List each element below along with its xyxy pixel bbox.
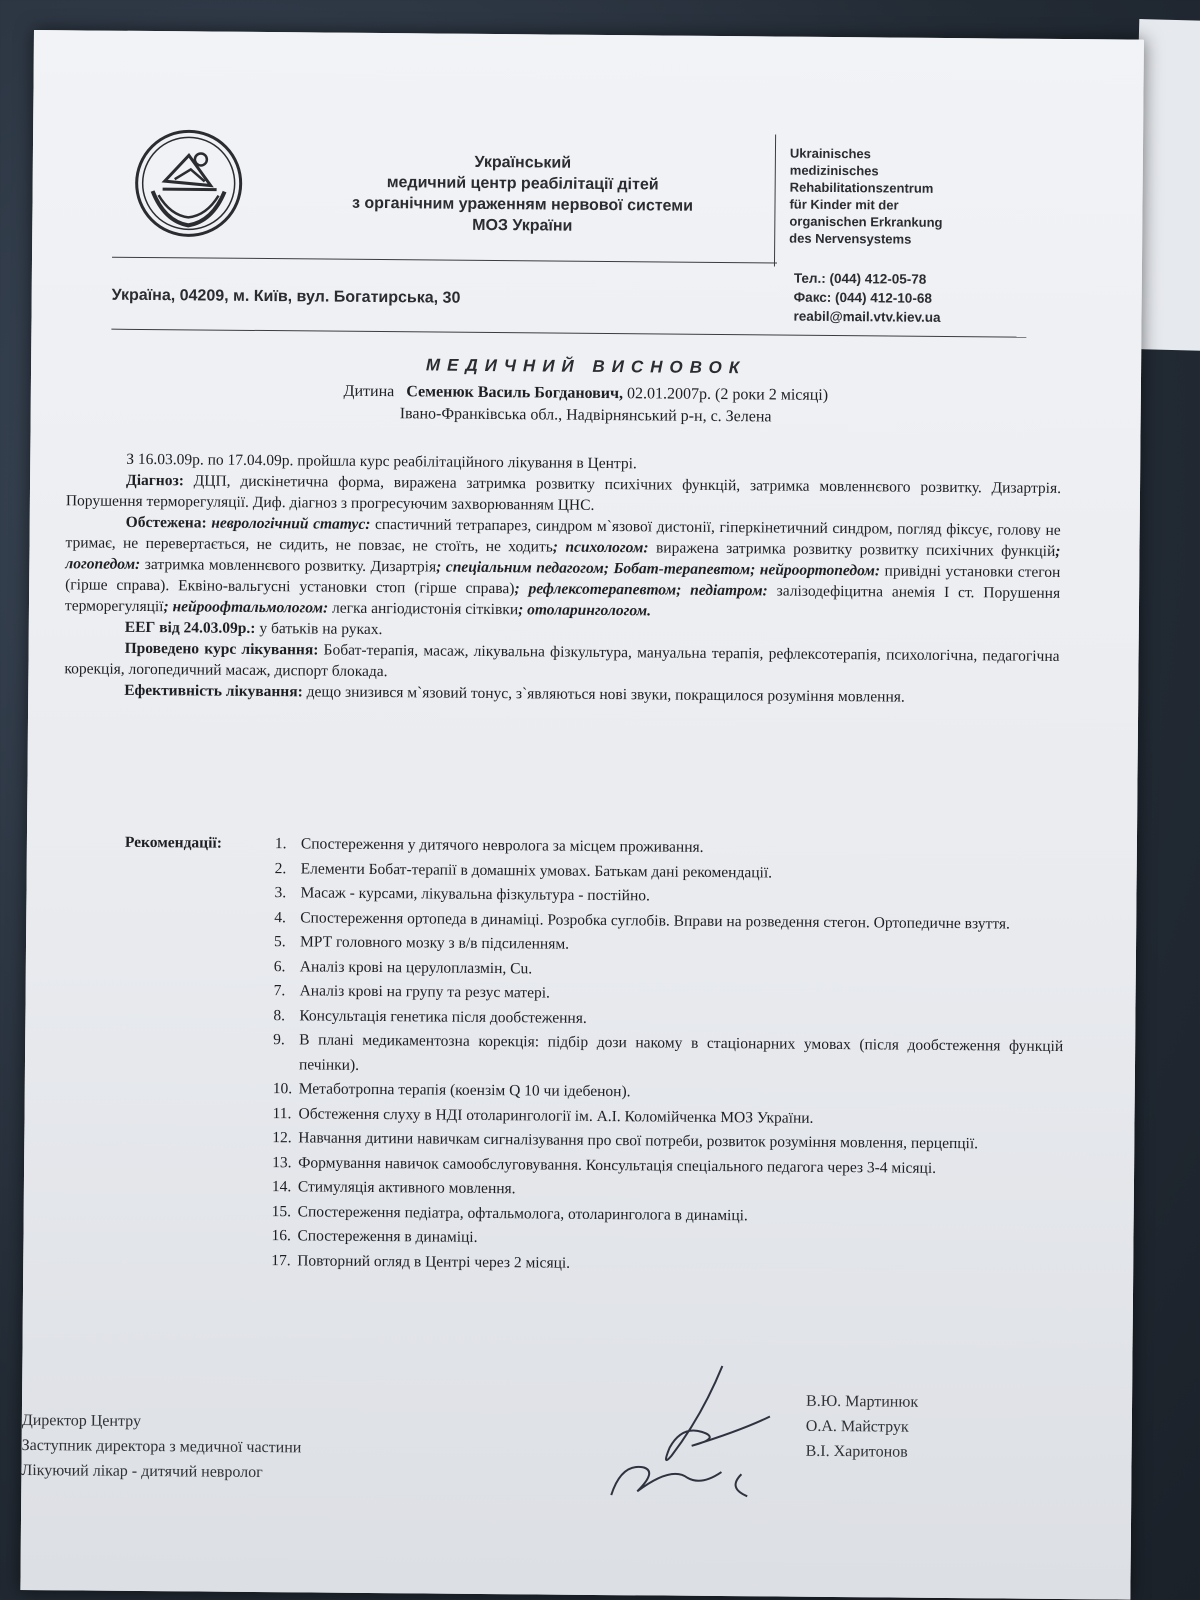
- center-name-german: [789, 145, 1040, 249]
- email-address: reabil@mail.vtv.kiev.ua: [793, 308, 941, 325]
- recommendation-number: 7.: [273, 982, 286, 1000]
- recommendations-label: Рекомендації:: [124, 833, 222, 852]
- exam-psych-text: виражена затримка розвитку розвитку психічних функцій: [648, 539, 1056, 560]
- exam-psych-label: ; психологом:: [552, 538, 649, 557]
- recommendation-text: Аналіз крові на церулоплазмін, Cu.: [299, 957, 533, 977]
- efficacy-label: Ефективність лікування:: [124, 681, 303, 701]
- german-name-line: für Kinder mit der: [789, 196, 899, 213]
- patient-info: [31, 378, 1141, 432]
- handwritten-signature: [551, 1355, 802, 1507]
- recommendation-text: Аналіз крові на групу та резус матері.: [299, 982, 551, 1002]
- recommendation-text: Консультація генетика після дообстеження.: [299, 1006, 587, 1027]
- german-name-line: des Nervensystems: [789, 230, 912, 247]
- recommendation-text: Спостереження педіатра, офтальмолога, отоларинголога в динаміці.: [297, 1202, 748, 1224]
- recommendation-number: 16.: [271, 1227, 291, 1245]
- recommendation-text: Навчання дитини навичкам сигналізування про свої потреби, розвиток розуміння мовлення, перцепції.: [298, 1129, 979, 1153]
- recommendation-text: Спостереження ортопеда в динаміці. Розробка суглобів. Вправи на розведення стегон. Ортопедичне взуття.: [300, 908, 1011, 933]
- recommendations-section: [124, 831, 1065, 1272]
- exam-neuro-text: спастичний тетрапарез, синдром м`язової дистонії, гіперкінетичний синдром, погляд фіксує, голову не тримає, не перевертається, не сидить, не повзає, не стоїть, не ходить: [65, 515, 1061, 556]
- center-name-line: МОЗ України: [472, 216, 573, 235]
- examination-paragraph: [65, 511, 1061, 625]
- center-address: Україна, 04209, м. Київ, вул. Богатирська, 30: [111, 286, 461, 307]
- recommendation-number: 4.: [274, 908, 286, 926]
- recommendation-text: Спостереження у дитячого невролога за місцем проживання.: [300, 835, 704, 856]
- center-name-line: з органічним ураженням нервової системи: [351, 194, 694, 215]
- contact-block: [793, 269, 1033, 328]
- center-name-line: медичний центр реабілітації дітей: [386, 174, 659, 194]
- document-title: МЕДИЧНИЙ ВИСНОВОК: [425, 355, 747, 378]
- exam-ophth-text: легка ангіодистонія сітківки: [328, 599, 519, 619]
- recommendation-number: 15.: [271, 1202, 292, 1220]
- exam-reflex-label: ; рефлексотерапевтом; педіатром:: [514, 580, 768, 600]
- recommendation-number: 11.: [272, 1104, 292, 1122]
- treatment-label: Проведено курс лікування:: [124, 639, 319, 659]
- recommendation-text: Масаж - курсами, лікувальна фізкультура - постійно.: [300, 884, 651, 905]
- recommendation-text: МРТ головного мозку з в/в підсиленням.: [299, 933, 570, 953]
- center-name-block: [272, 150, 773, 238]
- recommendation-number: 2.: [274, 859, 287, 877]
- exam-special-text: привідні установки стегон (гірше справа). Еквіно-вальгусні установки стоп (гірше справа): [65, 562, 1061, 598]
- signatory-roles: [21, 1408, 301, 1485]
- recommendation-item: [273, 1028, 1063, 1084]
- recommendation-number: 8.: [273, 1006, 286, 1024]
- treatment-text: Бобат-терапія, масаж, лікувальна фізкультура, мануальна терапія, рефлексотерапія, психологічна, педагогічна корекція, логопедичний масаж, диспорт блокада.: [64, 641, 1060, 681]
- recommendation-number: 6.: [273, 957, 286, 975]
- medical-document-page: [20, 30, 1144, 1600]
- phone-number: Тел.: (044) 412-05-78: [793, 270, 927, 287]
- recommendations-list: [271, 832, 1065, 1280]
- recommendation-text: Стимуляція активного мовлення.: [297, 1178, 516, 1198]
- signatory-role-director: Директор Центру: [21, 1411, 142, 1430]
- header-divider-bottom: [111, 329, 1026, 338]
- exam-ent-label: ; отоларингологом.: [518, 601, 652, 620]
- recommendation-text: Спостереження в динаміці.: [297, 1227, 478, 1246]
- signatory-name-doctor: В.І. Харитонов: [805, 1442, 908, 1461]
- signatory-names: [806, 1389, 919, 1465]
- recommendation-number: 5.: [273, 933, 286, 951]
- header-divider-vertical: [774, 134, 776, 266]
- eeg-label: ЕЕГ від 24.03.09р.:: [124, 618, 256, 637]
- exam-special-label: ; спеціальним педагогом; Бобат-терапевтом; нейроортопедом:: [436, 558, 881, 580]
- header-divider-top: [112, 257, 777, 264]
- exam-logo-text: затримка мовленнєвого розвитку. Дизартрія: [140, 555, 437, 576]
- recommendation-text: Формування навичок самообслуговування. Консультація спеціального педагога через 3-4 місяці.: [298, 1153, 937, 1177]
- diagnosis-label: Діагноз:: [125, 471, 184, 490]
- center-name-line: Український: [474, 153, 572, 172]
- exam-neuro-label: неврологічний статус:: [211, 514, 371, 533]
- recommendation-text: Обстеження слуху в НДІ отоларингології ім. А.І. Коломійченка МОЗ України.: [298, 1104, 814, 1127]
- fax-number: Факс: (044) 412-10-68: [793, 289, 932, 306]
- german-name-line: Ukrainisches: [789, 145, 871, 162]
- patient-address: Івано-Франківська обл., Надвірнянський р-н, с. Зелена: [399, 405, 772, 426]
- recommendation-number: 3.: [274, 884, 287, 902]
- exam-label: Обстежена:: [125, 513, 207, 532]
- recommendation-number: 10.: [272, 1080, 293, 1098]
- signatory-name-director: В.Ю. Мартинюк: [805, 1392, 919, 1411]
- german-name-line: medizinisches: [789, 162, 879, 179]
- exam-ophth-label: ; нейроофтальмологом:: [163, 598, 329, 617]
- recommendation-text: В плані медикаментозна корекція: підбір дози накому в стаціонарних умовах (після дообстеження функцій печінки).: [298, 1031, 1064, 1074]
- exam-reflex-text: залізодефіцитна анемія І ст. Порушення терморегуляції: [64, 582, 1061, 616]
- efficacy-text: дещо знизився м`язовий тонус, з`являються нові звуки, покращилося розуміння мовлення.: [302, 683, 905, 706]
- recommendation-text: Повторний огляд в Центрі через 2 місяці.: [297, 1251, 571, 1272]
- exam-logo-label: ; логопедом:: [65, 542, 1061, 573]
- recommendation-number: 13.: [272, 1153, 292, 1171]
- patient-name: Семенюк Василь Богданович,: [406, 383, 624, 403]
- german-name-line: Rehabilitationszentrum: [789, 179, 934, 196]
- signatory-role-doctor: Лікуючий лікар - дитячий невролог: [21, 1461, 263, 1482]
- hands-emblem-icon: [134, 129, 243, 238]
- eeg-text: у батьків на руках.: [255, 619, 383, 639]
- recommendation-text: Метаботропна терапія (коензім Q 10 чи ідебенон).: [298, 1080, 631, 1101]
- recommendation-number: 12.: [272, 1129, 292, 1147]
- recommendation-number: 14.: [271, 1178, 292, 1196]
- patient-prefix: Дитина: [343, 382, 395, 401]
- diagnosis-text: ДЦП, дискінетична форма, виражена затримка розвитку психічних функцій, затримка мовленнєвого розвитку. Дизартрія. Порушення терморегуляції. Диф. діагноз з прогресуючим захворюванням ЦНС.: [65, 472, 1062, 514]
- document-body: [64, 448, 1061, 709]
- recommendation-text: Елементи Бобат-терапії в домашніх умовах. Батькам дані рекомендації.: [300, 859, 773, 881]
- signatory-role-deputy: Заступник директора з медичної частини: [21, 1436, 302, 1457]
- course-paragraph: З 16.03.09р. по 17.04.09р. пройшла курс реабілітаційного лікування в Центрі.: [126, 450, 637, 473]
- signatory-name-deputy: О.А. Майструк: [805, 1417, 909, 1436]
- recommendation-number: 17.: [271, 1251, 291, 1269]
- recommendation-number: 9.: [273, 1031, 285, 1049]
- recommendation-number: 1.: [274, 835, 287, 853]
- german-name-line: organischen Erkrankung: [789, 213, 943, 230]
- patient-dob: 02.01.2007р. (2 роки 2 місяці): [623, 385, 829, 404]
